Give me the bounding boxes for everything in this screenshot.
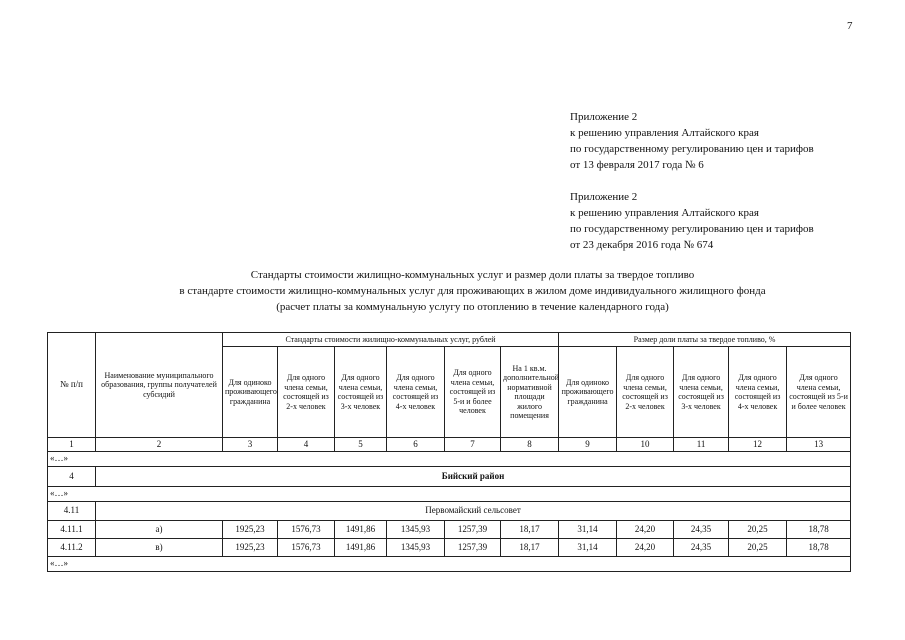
column-number: 13 (787, 438, 851, 452)
header-share-col: Для одиноко проживающего гражданина (559, 347, 617, 438)
appendix-block-1 (570, 109, 814, 173)
settlement-code: 4.11 (48, 502, 96, 521)
appendix-line: к решению управления Алтайского края (570, 207, 759, 219)
table-cell: 1576,73 (278, 521, 335, 539)
appendix-line: к решению управления Алтайского края (570, 127, 759, 139)
table-cell: 1576,73 (278, 539, 335, 557)
header-share-col: Для одного члена семьи, состоящей из 4-х человек (729, 347, 787, 438)
region-name: Бийский район (96, 467, 851, 487)
column-number: 8 (501, 438, 559, 452)
page-number: 7 (847, 20, 853, 32)
header-municipality: Наименование муниципального образования, группы получателей субсидий (96, 333, 223, 438)
header-standards-col: Для одного члена семьи, состоящей из 5-и и более человек (445, 347, 501, 438)
title-line: (расчет платы за коммунальную услугу по отоплению в течение календарного года) (276, 301, 669, 313)
table-cell: 1257,39 (445, 521, 501, 539)
table-cell: 24,20 (617, 521, 674, 539)
column-number: 6 (387, 438, 445, 452)
header-share-group: Размер доли платы за твердое топливо, % (559, 333, 851, 347)
column-number: 10 (617, 438, 674, 452)
column-number: 9 (559, 438, 617, 452)
appendix-line: по государственному регулированию цен и тарифов (570, 223, 814, 235)
table-cell: 1257,39 (445, 539, 501, 557)
table-cell: 31,14 (559, 539, 617, 557)
table-cell: 1925,23 (223, 539, 278, 557)
table-cell: 1345,93 (387, 539, 445, 557)
table-cell: 1491,86 (335, 539, 387, 557)
table-cell: 18,17 (501, 539, 559, 557)
region-code: 4 (48, 467, 96, 487)
table-cell: 24,35 (674, 521, 729, 539)
column-number: 2 (96, 438, 223, 452)
column-number: 1 (48, 438, 96, 452)
table-cell: 1345,93 (387, 521, 445, 539)
ellipsis-row: «…» (48, 557, 851, 572)
appendix-line: по государственному регулированию цен и тарифов (570, 143, 814, 155)
column-number: 11 (674, 438, 729, 452)
table-cell: 18,17 (501, 521, 559, 539)
column-number: 5 (335, 438, 387, 452)
document-title (0, 267, 905, 315)
table-cell: 24,35 (674, 539, 729, 557)
header-standards-col: Для одиноко проживающего гражданина (223, 347, 278, 438)
table-cell: 20,25 (729, 521, 787, 539)
appendix-line: Приложение 2 (570, 111, 638, 123)
column-number: 12 (729, 438, 787, 452)
standards-table (47, 332, 851, 572)
header-standards-col: На 1 кв.м. дополнительной нормативной площади жилого помещения (501, 347, 559, 438)
table-cell: 31,14 (559, 521, 617, 539)
row-label: а) (96, 521, 223, 539)
header-standards-group: Стандарты стоимости жилищно-коммунальных услуг, рублей (223, 333, 559, 347)
settlement-name: Первомайский сельсовет (96, 502, 851, 521)
table-cell: 20,25 (729, 539, 787, 557)
header-standards-col: Для одного члена семьи, состоящей из 4-х человек (387, 347, 445, 438)
row-code: 4.11.2 (48, 539, 96, 557)
table-cell: 18,78 (787, 539, 851, 557)
appendix-line: от 23 декабря 2016 года № 674 (570, 239, 714, 251)
table-cell: 1925,23 (223, 521, 278, 539)
header-standards-col: Для одного члена семьи, состоящей из 2-х человек (278, 347, 335, 438)
column-number: 7 (445, 438, 501, 452)
title-line: в стандарте стоимости жилищно-коммунальных услуг для проживающих в жилом доме индивидуального жилищного фонда (179, 285, 766, 297)
appendix-line: от 13 февраля 2017 года № 6 (570, 159, 704, 171)
row-code: 4.11.1 (48, 521, 96, 539)
ellipsis-row: «…» (48, 452, 851, 467)
header-standards-col: Для одного члена семьи, состоящей из 3-х человек (335, 347, 387, 438)
header-npp: № п/п (48, 333, 96, 438)
column-number: 4 (278, 438, 335, 452)
header-share-col: Для одного члена семьи, состоящей из 2-х человек (617, 347, 674, 438)
appendix-block-2 (570, 189, 814, 253)
ellipsis-row: «…» (48, 487, 851, 502)
table-cell: 24,20 (617, 539, 674, 557)
table-cell: 18,78 (787, 521, 851, 539)
table-cell: 1491,86 (335, 521, 387, 539)
header-share-col: Для одного члена семьи, состоящей из 3-х человек (674, 347, 729, 438)
header-share-col: Для одного члена семьи, состоящей из 5-и и более человек (787, 347, 851, 438)
column-number: 3 (223, 438, 278, 452)
appendix-line: Приложение 2 (570, 191, 638, 203)
title-line: Стандарты стоимости жилищно-коммунальных услуг и размер доли платы за твердое топливо (250, 269, 695, 281)
row-label: в) (96, 539, 223, 557)
